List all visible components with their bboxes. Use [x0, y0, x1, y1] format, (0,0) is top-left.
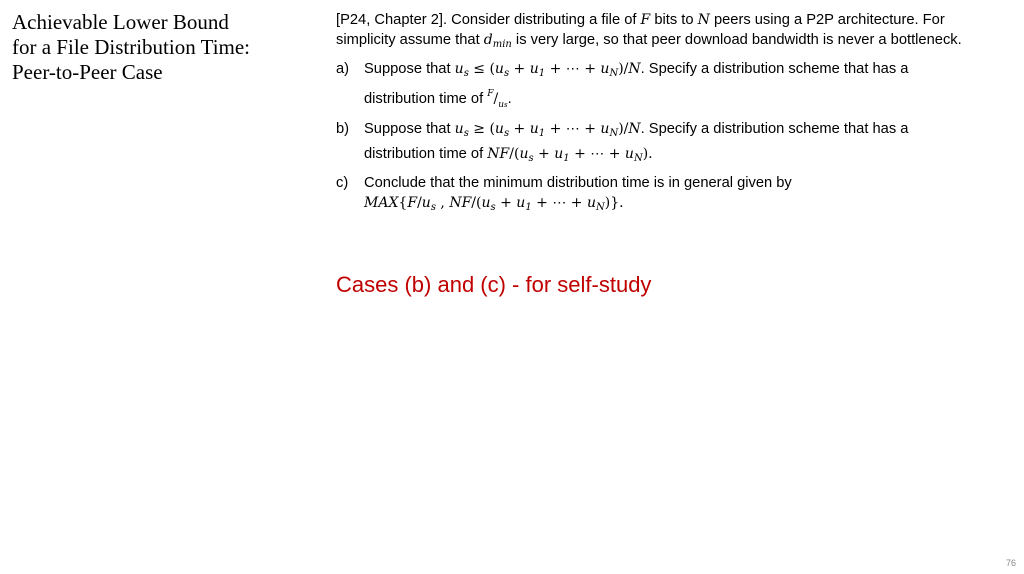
title-line-3: Peer-to-Peer Case — [12, 60, 163, 84]
item-text: . Specify a distribution scheme that has a — [640, 121, 909, 137]
title-line-1: Achievable Lower Bound — [12, 10, 229, 34]
math-sub: 1 — [525, 202, 532, 213]
math-F: F — [640, 12, 651, 28]
math-op: { — [398, 195, 408, 211]
math-frac-num: F — [487, 89, 494, 99]
item-marker: b) — [336, 121, 350, 137]
math-op: + — [533, 146, 555, 162]
page-number: 76 — [1005, 558, 1016, 568]
math-u: u — [494, 121, 504, 137]
math-frac-slash: / — [493, 91, 499, 107]
math-MAX: MAX — [364, 195, 399, 211]
item-marker: a) — [336, 61, 350, 77]
math-frac-den: u — [498, 100, 505, 110]
math-op: ≤ ( — [468, 61, 495, 77]
math-u: u — [600, 61, 610, 77]
math-op: + — [495, 195, 517, 211]
math-u: u — [454, 121, 464, 137]
math-op: /( — [509, 146, 520, 162]
problem-statement — [336, 10, 1016, 218]
math-sub: s — [528, 153, 534, 164]
intro-text: simplicity assume that — [336, 32, 484, 48]
self-study-note: Cases (b) and (c) - for self-study — [336, 272, 652, 297]
math-sub: s — [463, 68, 469, 79]
item-b-line-2 — [364, 144, 1016, 169]
math-sub: s — [430, 202, 436, 213]
item-b-line-1 — [364, 119, 1016, 144]
math-u: u — [494, 61, 504, 77]
math-sub: 1 — [563, 153, 570, 164]
math-sub: N — [609, 128, 619, 139]
math-u: u — [481, 195, 491, 211]
math-frac-den-sub: s — [504, 101, 508, 109]
math-sub: s — [503, 68, 510, 79]
math-sub: N — [595, 202, 605, 213]
math-u: u — [600, 121, 610, 137]
math-u: u — [529, 121, 539, 137]
math-d: d — [483, 32, 493, 48]
intro-line-2 — [336, 30, 1016, 55]
math-op: )/ — [618, 121, 629, 137]
item-marker: c) — [336, 175, 349, 191]
math-u: u — [519, 146, 529, 162]
math-u: u — [454, 61, 464, 77]
math-op: /( — [471, 195, 482, 211]
math-sub: N — [609, 68, 619, 79]
math-sub: s — [490, 202, 496, 213]
math-op: ≥ ( — [468, 121, 495, 137]
math-op: + — [509, 61, 530, 77]
math-sub: s — [463, 128, 469, 139]
list-item-c — [336, 173, 1016, 218]
item-text: distribution time of — [364, 146, 488, 162]
math-u: u — [516, 195, 526, 211]
item-text: Suppose that — [364, 61, 455, 77]
item-text: Suppose that — [364, 121, 455, 137]
math-op: / — [417, 195, 422, 211]
math-sub: 1 — [538, 128, 546, 139]
intro-text: is very large, so that peer download bandwidth is never a bottleneck. — [511, 32, 962, 48]
math-u: u — [529, 61, 539, 77]
intro-line-1 — [336, 10, 1016, 30]
intro-text: [P24, Chapter 2]. Consider distributing a file of — [336, 12, 641, 28]
list-item-a — [336, 59, 1016, 115]
intro-text: bits to — [650, 12, 698, 28]
math-op: + ⋯ + — [569, 146, 625, 162]
math-N: N — [628, 121, 641, 137]
item-text: distribution time of — [364, 91, 488, 107]
item-text: . — [507, 91, 512, 107]
item-c-line-1: Conclude that the minimum distribution time is in general given by — [364, 175, 792, 191]
item-a-line-1 — [364, 59, 1016, 84]
title-line-2: for a File Distribution Time: — [12, 35, 251, 59]
math-op: + — [509, 121, 530, 137]
math-op: )}. — [604, 195, 624, 211]
math-NF: NF — [449, 195, 472, 211]
item-c-line-2 — [364, 193, 1016, 218]
math-op: + ⋯ + — [545, 121, 601, 137]
math-sub: 1 — [538, 68, 546, 79]
math-sub: N — [633, 153, 643, 164]
math-F: F — [407, 195, 418, 211]
slide-title — [12, 10, 312, 85]
math-op: )/ — [618, 61, 629, 77]
math-u: u — [624, 146, 634, 162]
math-subscript-min: min — [492, 39, 512, 50]
math-op: ). — [642, 146, 653, 162]
math-op: + ⋯ + — [545, 61, 601, 77]
intro-text: peers using a P2P architecture. For — [709, 12, 945, 28]
math-op: + ⋯ + — [531, 195, 587, 211]
math-N: N — [697, 12, 710, 28]
math-u: u — [421, 195, 431, 211]
math-NF: NF — [487, 146, 510, 162]
list-item-b — [336, 119, 1016, 169]
math-N: N — [628, 61, 641, 77]
math-sub: s — [503, 128, 510, 139]
item-text: . Specify a distribution scheme that has a — [640, 61, 909, 77]
math-u: u — [554, 146, 564, 162]
math-u: u — [586, 195, 596, 211]
item-a-line-2 — [364, 84, 1016, 115]
math-op: , — [435, 195, 450, 211]
